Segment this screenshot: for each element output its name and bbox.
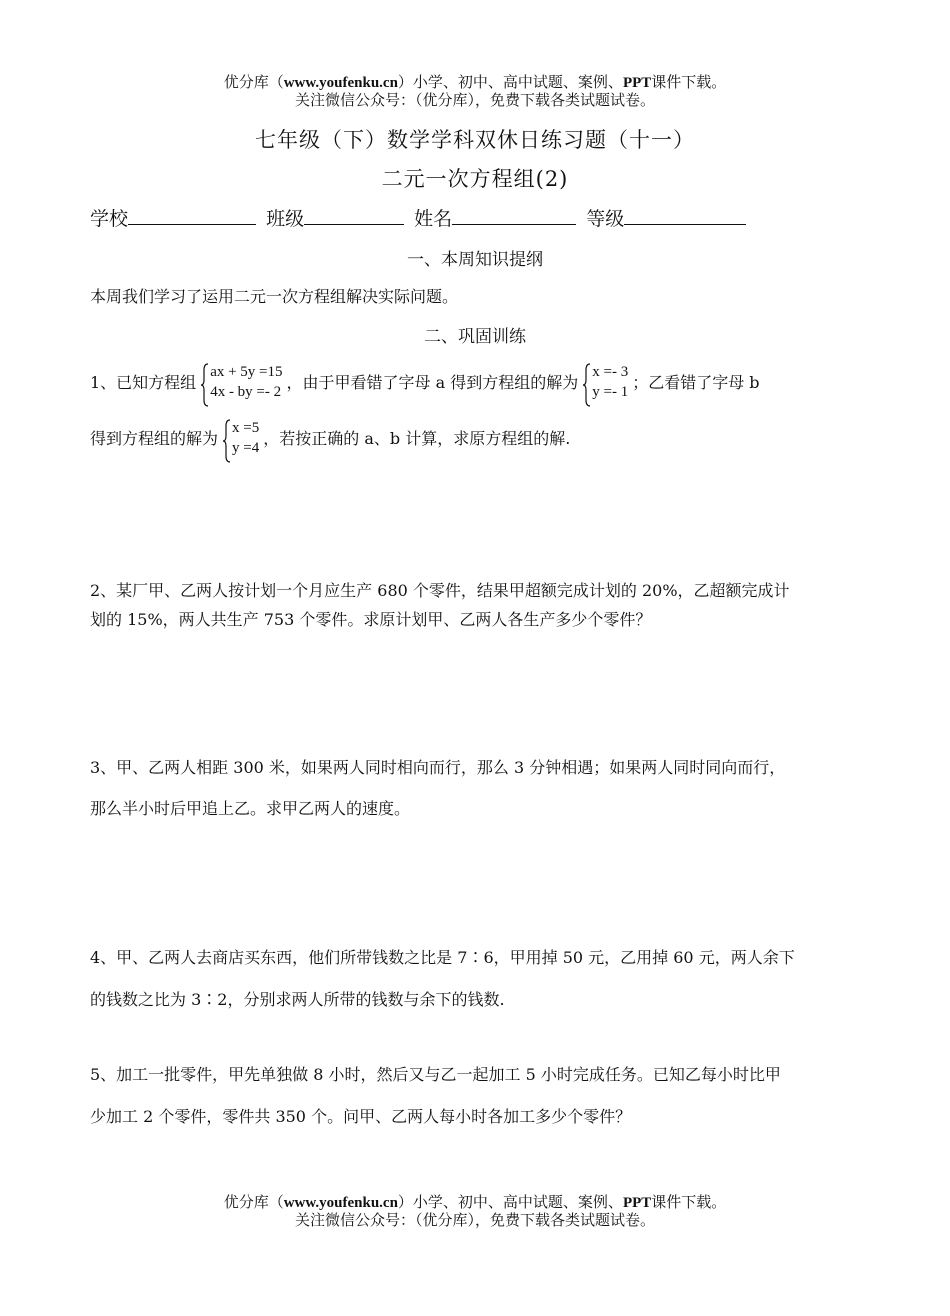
equation-2: 4x - by =- 2 (210, 384, 282, 400)
header-ppt: PPT (622, 75, 652, 91)
header-text: 课件下载。 (651, 73, 727, 91)
footer-text: 优分库（ (223, 1193, 284, 1211)
school-label: 学校 (90, 208, 129, 230)
left-brace-icon (222, 418, 232, 464)
equation-system (200, 362, 282, 405)
name-blank (452, 204, 576, 225)
footer-url: www.youfenku.cn (283, 1195, 398, 1211)
question-5-line-2: 少加工 2 个零件，零件共 350 个。问甲、乙两人每小时各加工多少个零件？ (90, 1107, 632, 1126)
question-5-line-1: 5、加工一批零件，甲先单独做 8 小时，然后又与乙一起加工 5 小时完成任务。已知乙每小时比甲 (90, 1065, 781, 1084)
name-label: 姓名 (414, 208, 453, 230)
solution-1-x: x =- 3 (592, 364, 629, 380)
footer-text: 课件下载。 (651, 1193, 727, 1211)
solution-1-y: y =- 1 (592, 384, 629, 400)
grade-blank (624, 204, 746, 225)
footer-line-2: 关注微信公众号：（优分库），免费下载各类试题试卷。 (294, 1211, 655, 1229)
question-2-line-1: 2、某厂甲、乙两人按计划一个月应生产 680 个零件，结果甲超额完成计划的 20%，乙超额完成计 (90, 581, 790, 600)
footer-text: ）小学、初中、高中试题、案例、 (397, 1193, 623, 1211)
solution-system-1 (582, 362, 628, 405)
header-text: 优分库（ (223, 73, 284, 91)
header-text: ）小学、初中、高中试题、案例、 (397, 73, 623, 91)
left-brace-icon (582, 362, 592, 408)
footer-ppt: PPT (622, 1195, 652, 1211)
page-subtitle: 二元一次方程组(2) (381, 167, 569, 191)
solution-system-2 (222, 418, 259, 461)
question-3-line-1: 3、甲、乙两人相距 300 米，如果两人同时相向而行，那么 3 分钟相遇；如果两人同时同向而行， (90, 758, 786, 777)
section-1-text: 本周我们学习了运用二元一次方程组解决实际问题。 (90, 287, 459, 306)
class-label: 班级 (266, 208, 305, 230)
header-line-1 (0, 74, 950, 92)
question-1-line-1 (90, 362, 865, 405)
left-brace-icon (200, 362, 210, 408)
school-blank (128, 204, 256, 225)
solution-2-x: x =5 (232, 420, 260, 436)
grade-label: 等级 (586, 208, 625, 230)
q1-text: ；乙看错了字母 b (632, 373, 760, 392)
question-1-line-2 (90, 418, 865, 461)
solution-2-y: y =4 (232, 440, 260, 456)
question-2-line-2: 划的 15%，两人共生产 753 个零件。求原计划甲、乙两人各生产多少个零件？ (90, 610, 652, 629)
footer-line-1 (0, 1194, 950, 1212)
q1-text: ，由于甲看错了字母 a 得到方程组的解为 (286, 373, 579, 392)
section-2-heading: 二、巩固训练 (424, 327, 526, 347)
header-line-2: 关注微信公众号：（优分库），免费下载各类试题试卷。 (294, 91, 655, 109)
question-3-line-2: 那么半小时后甲追上乙。求甲乙两人的速度。 (90, 799, 411, 818)
header-url: www.youfenku.cn (283, 75, 398, 91)
q1-text: ，若按正确的 a、b 计算，求原方程组的解. (263, 429, 571, 448)
section-1-heading: 一、本周知识提纲 (407, 250, 543, 270)
question-4-line-1: 4、甲、乙两人去商店买东西，他们所带钱数之比是 7∶6，甲用掉 50 元，乙用掉 60 元，两人余下 (90, 948, 795, 967)
student-info-fields (90, 204, 750, 231)
q1-text: 得到方程组的解为 (90, 429, 219, 448)
q1-text: 1、已知方程组 (90, 373, 197, 392)
question-4-line-2: 的钱数之比为 3∶2，分别求两人所带的钱数与余下的钱数. (90, 990, 505, 1009)
page-title: 七年级（下）数学学科双休日练习题（十一） (255, 128, 695, 152)
class-blank (304, 204, 404, 225)
equation-1: ax + 5y =15 (210, 364, 283, 380)
